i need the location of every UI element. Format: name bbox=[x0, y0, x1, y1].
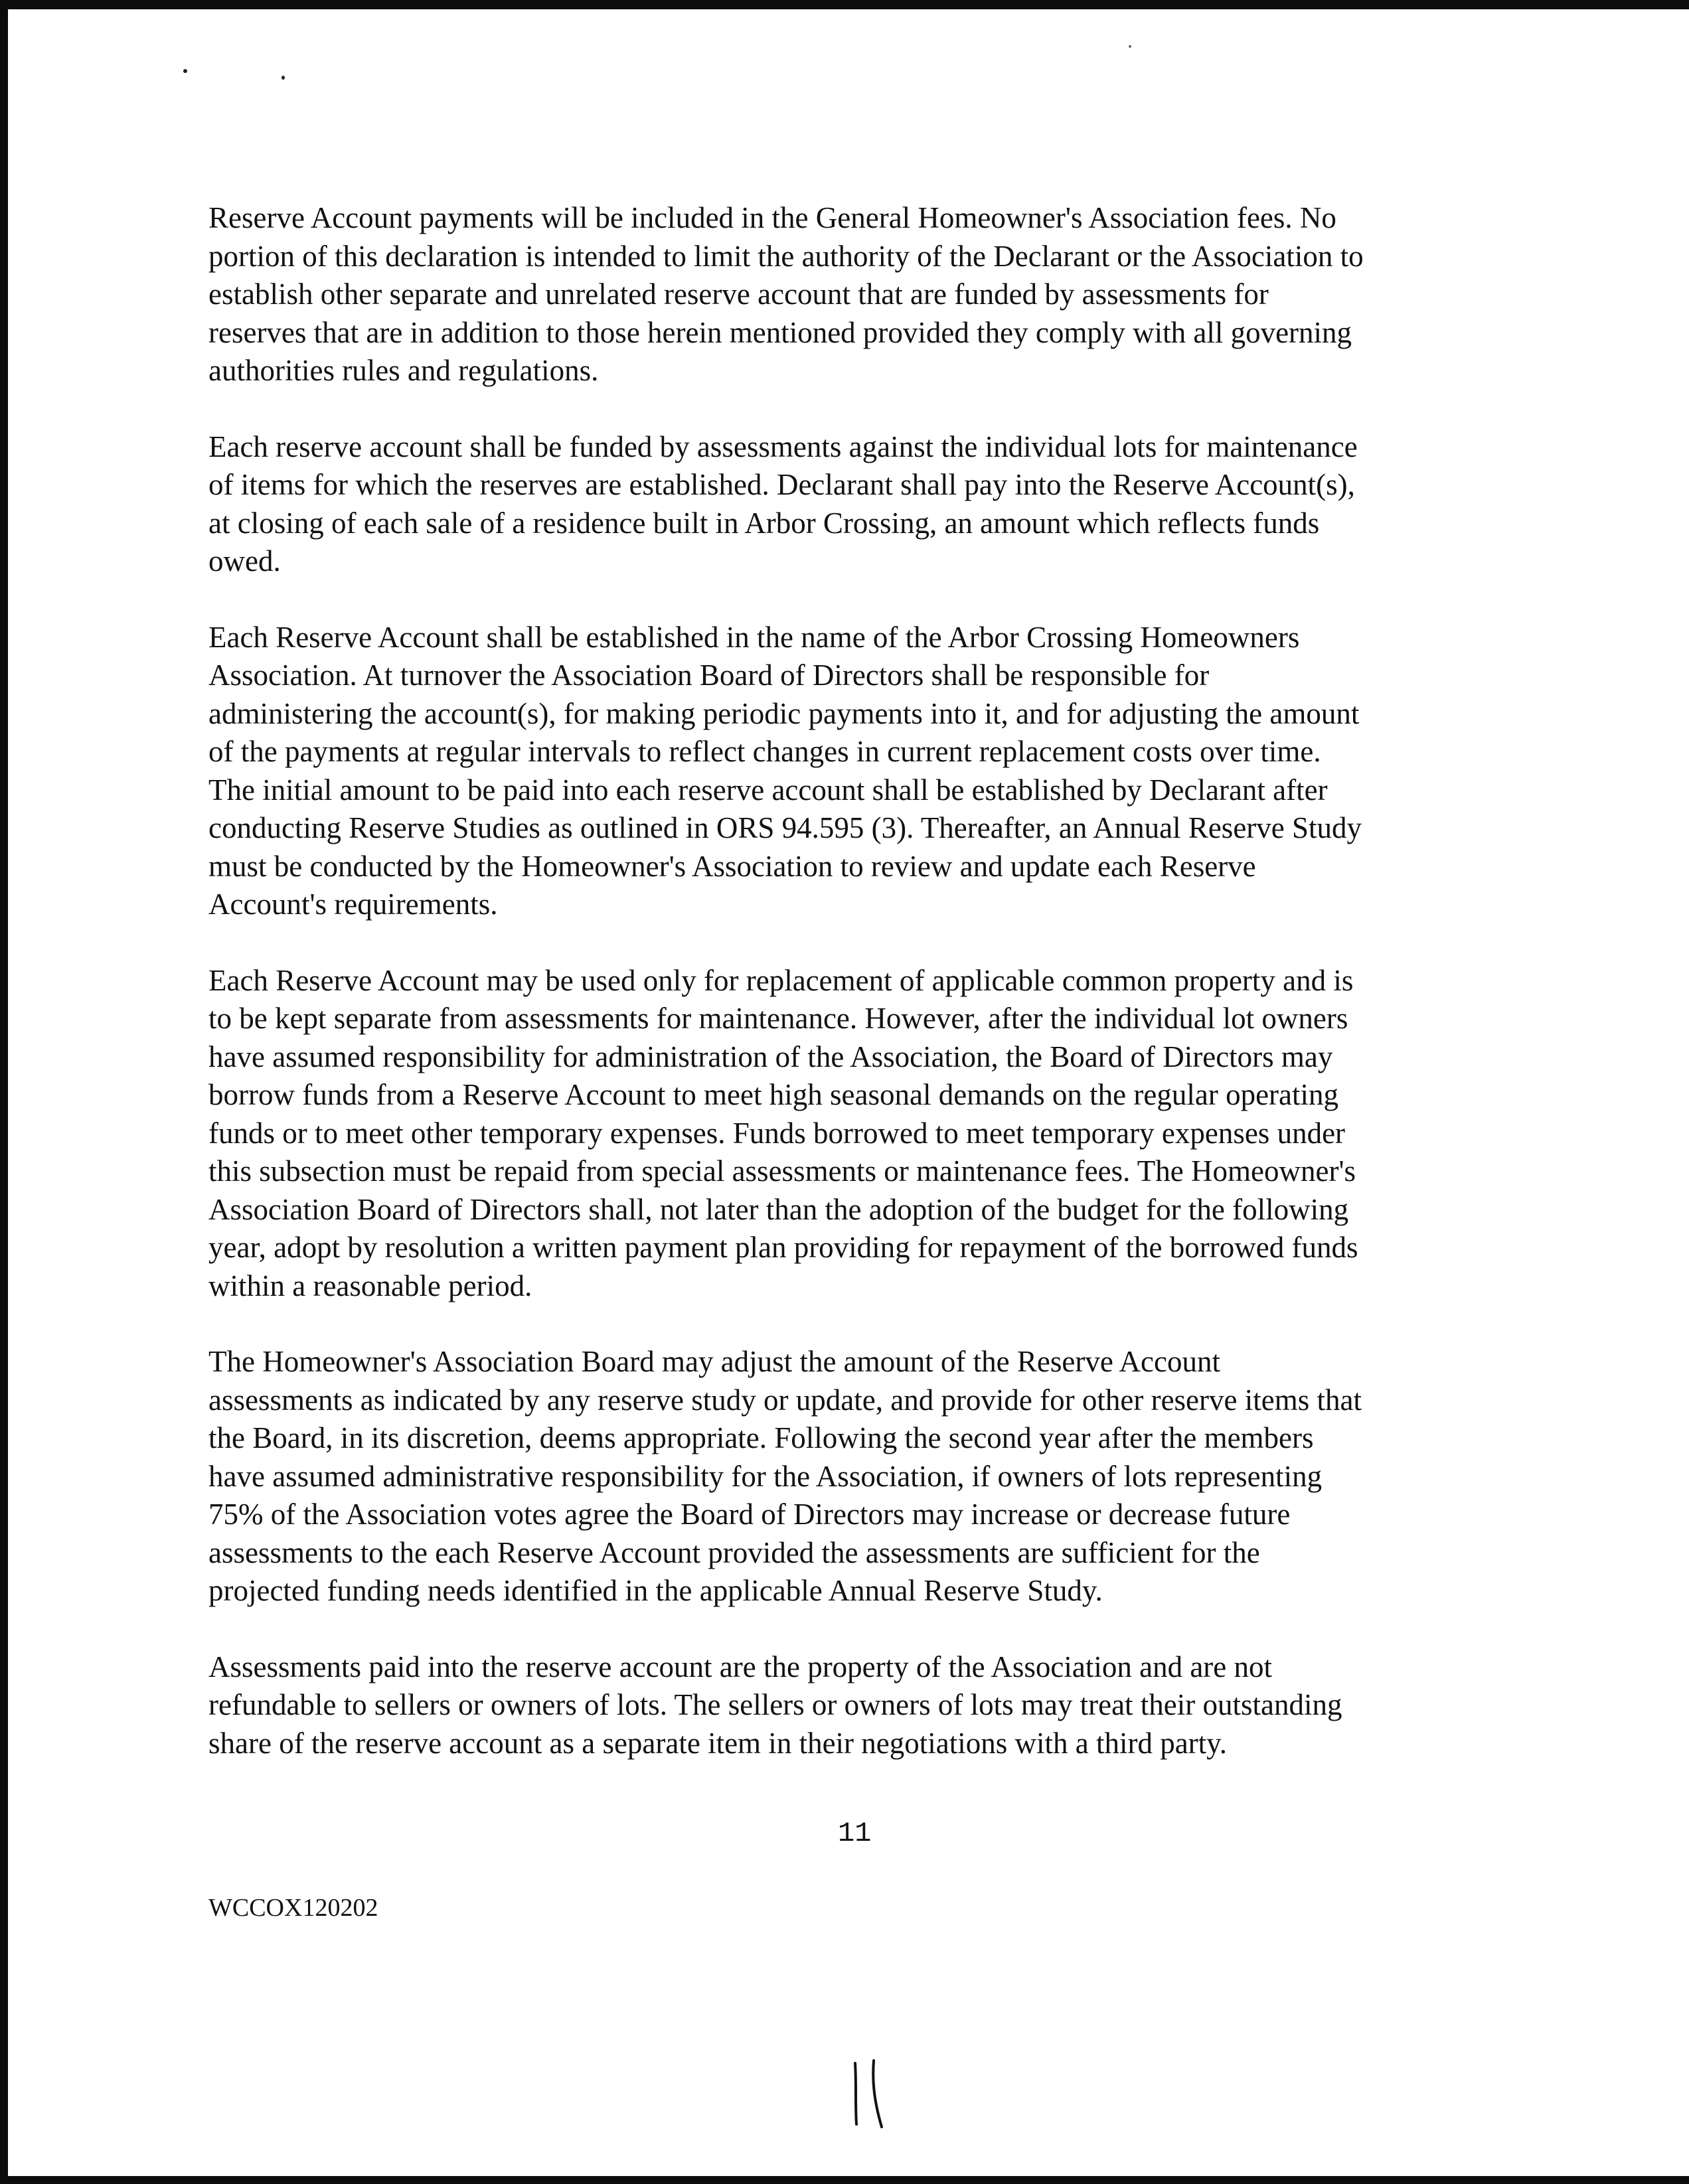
page-number: 11 bbox=[838, 1818, 872, 1849]
paragraph bbox=[208, 619, 1523, 924]
text-line: administering the account(s), for making periodic payments into it, and for adjusting the amount bbox=[208, 696, 1360, 730]
text-line: assessments as indicated by any reserve study or update, and provide for other reserve items that bbox=[208, 1383, 1362, 1417]
text-line: this subsection must be repaid from special assessments or maintenance fees. The Homeowner's bbox=[208, 1154, 1356, 1188]
text-line: projected funding needs identified in the applicable Annual Reserve Study. bbox=[208, 1574, 1103, 1607]
scan-speck bbox=[282, 76, 285, 80]
text-line: to be kept separate from assessments for maintenance. However, after the individual lot owners bbox=[208, 1002, 1348, 1035]
text-line: conducting Reserve Studies as outlined in ORS 94.595 (3). Thereafter, an Annual Reserve Study bbox=[208, 811, 1362, 844]
scan-border-top bbox=[0, 0, 1689, 9]
text-line: Each Reserve Account shall be established in the name of the Arbor Crossing Homeowners bbox=[208, 620, 1300, 654]
text-line: have assumed responsibility for administration of the Association, the Board of Directors may bbox=[208, 1040, 1333, 1073]
text-line: borrow funds from a Reserve Account to meet high seasonal demands on the regular operating bbox=[208, 1078, 1339, 1111]
text-line: Association. At turnover the Association Board of Directors shall be responsible for bbox=[208, 659, 1210, 692]
text-line: must be conducted by the Homeowner's Association to review and update each Reserve bbox=[208, 849, 1256, 883]
text-line: of items for which the reserves are established. Declarant shall pay into the Reserve Account(s), bbox=[208, 468, 1355, 501]
text-line: reserves that are in addition to those herein mentioned provided they comply with all governing bbox=[208, 315, 1352, 349]
text-line: at closing of each sale of a residence built in Arbor Crossing, an amount which reflects funds bbox=[208, 506, 1320, 540]
text-line: 75% of the Association votes agree the Board of Directors may increase or decrease future bbox=[208, 1498, 1291, 1531]
scan-border-left bbox=[0, 0, 8, 2184]
scan-speck bbox=[1129, 45, 1131, 48]
text-line: Account's requirements. bbox=[208, 888, 498, 921]
paragraph bbox=[208, 962, 1523, 1306]
text-line: share of the reserve account as a separate item in their negotiations with a third party. bbox=[208, 1726, 1227, 1760]
text-line: of the payments at regular intervals to reflect changes in current replacement costs over time. bbox=[208, 735, 1321, 768]
text-line: the Board, in its discretion, deems appropriate. Following the second year after the members bbox=[208, 1421, 1314, 1454]
text-line: have assumed administrative responsibility for the Association, if owners of lots representing bbox=[208, 1459, 1323, 1493]
paragraph bbox=[208, 199, 1523, 390]
text-line: The Homeowner's Association Board may adjust the amount of the Reserve Account bbox=[208, 1345, 1221, 1378]
scan-border-bottom bbox=[0, 2176, 1689, 2184]
text-line: Assessments paid into the reserve account are the property of the Association and are not bbox=[208, 1650, 1273, 1683]
paragraph bbox=[208, 428, 1523, 581]
text-line: refundable to sellers or owners of lots. The sellers or owners of lots may treat their outstanding bbox=[208, 1688, 1342, 1721]
handwritten-page-mark bbox=[842, 2058, 895, 2131]
text-line: owed. bbox=[208, 544, 281, 578]
text-line: Association Board of Directors shall, not later than the adoption of the budget for the following bbox=[208, 1192, 1349, 1226]
text-line: year, adopt by resolution a written payment plan providing for repayment of the borrowed funds bbox=[208, 1231, 1358, 1264]
text-line: The initial amount to be paid into each reserve account shall be established by Declarant after bbox=[208, 773, 1328, 807]
text-line: Each Reserve Account may be used only for replacement of applicable common property and is bbox=[208, 963, 1354, 997]
paragraph bbox=[208, 1648, 1523, 1763]
text-line: Each reserve account shall be funded by assessments against the individual lots for maintenance bbox=[208, 429, 1358, 463]
text-line: establish other separate and unrelated reserve account that are funded by assessments for bbox=[208, 277, 1269, 311]
text-line: Reserve Account payments will be included in the General Homeowner's Association fees. No bbox=[208, 201, 1336, 234]
document-code: WCCOX120202 bbox=[208, 1894, 378, 1922]
paragraph bbox=[208, 1343, 1523, 1610]
text-line: within a reasonable period. bbox=[208, 1269, 532, 1302]
text-line: authorities rules and regulations. bbox=[208, 354, 599, 387]
text-line: portion of this declaration is intended to limit the authority of the Declarant or the Association to bbox=[208, 239, 1364, 273]
text-line: funds or to meet other temporary expenses. Funds borrowed to meet temporary expenses under bbox=[208, 1116, 1346, 1150]
text-line: assessments to the each Reserve Account provided the assessments are sufficient for the bbox=[208, 1535, 1260, 1569]
document-body bbox=[208, 199, 1523, 1800]
scan-speck bbox=[183, 69, 187, 73]
